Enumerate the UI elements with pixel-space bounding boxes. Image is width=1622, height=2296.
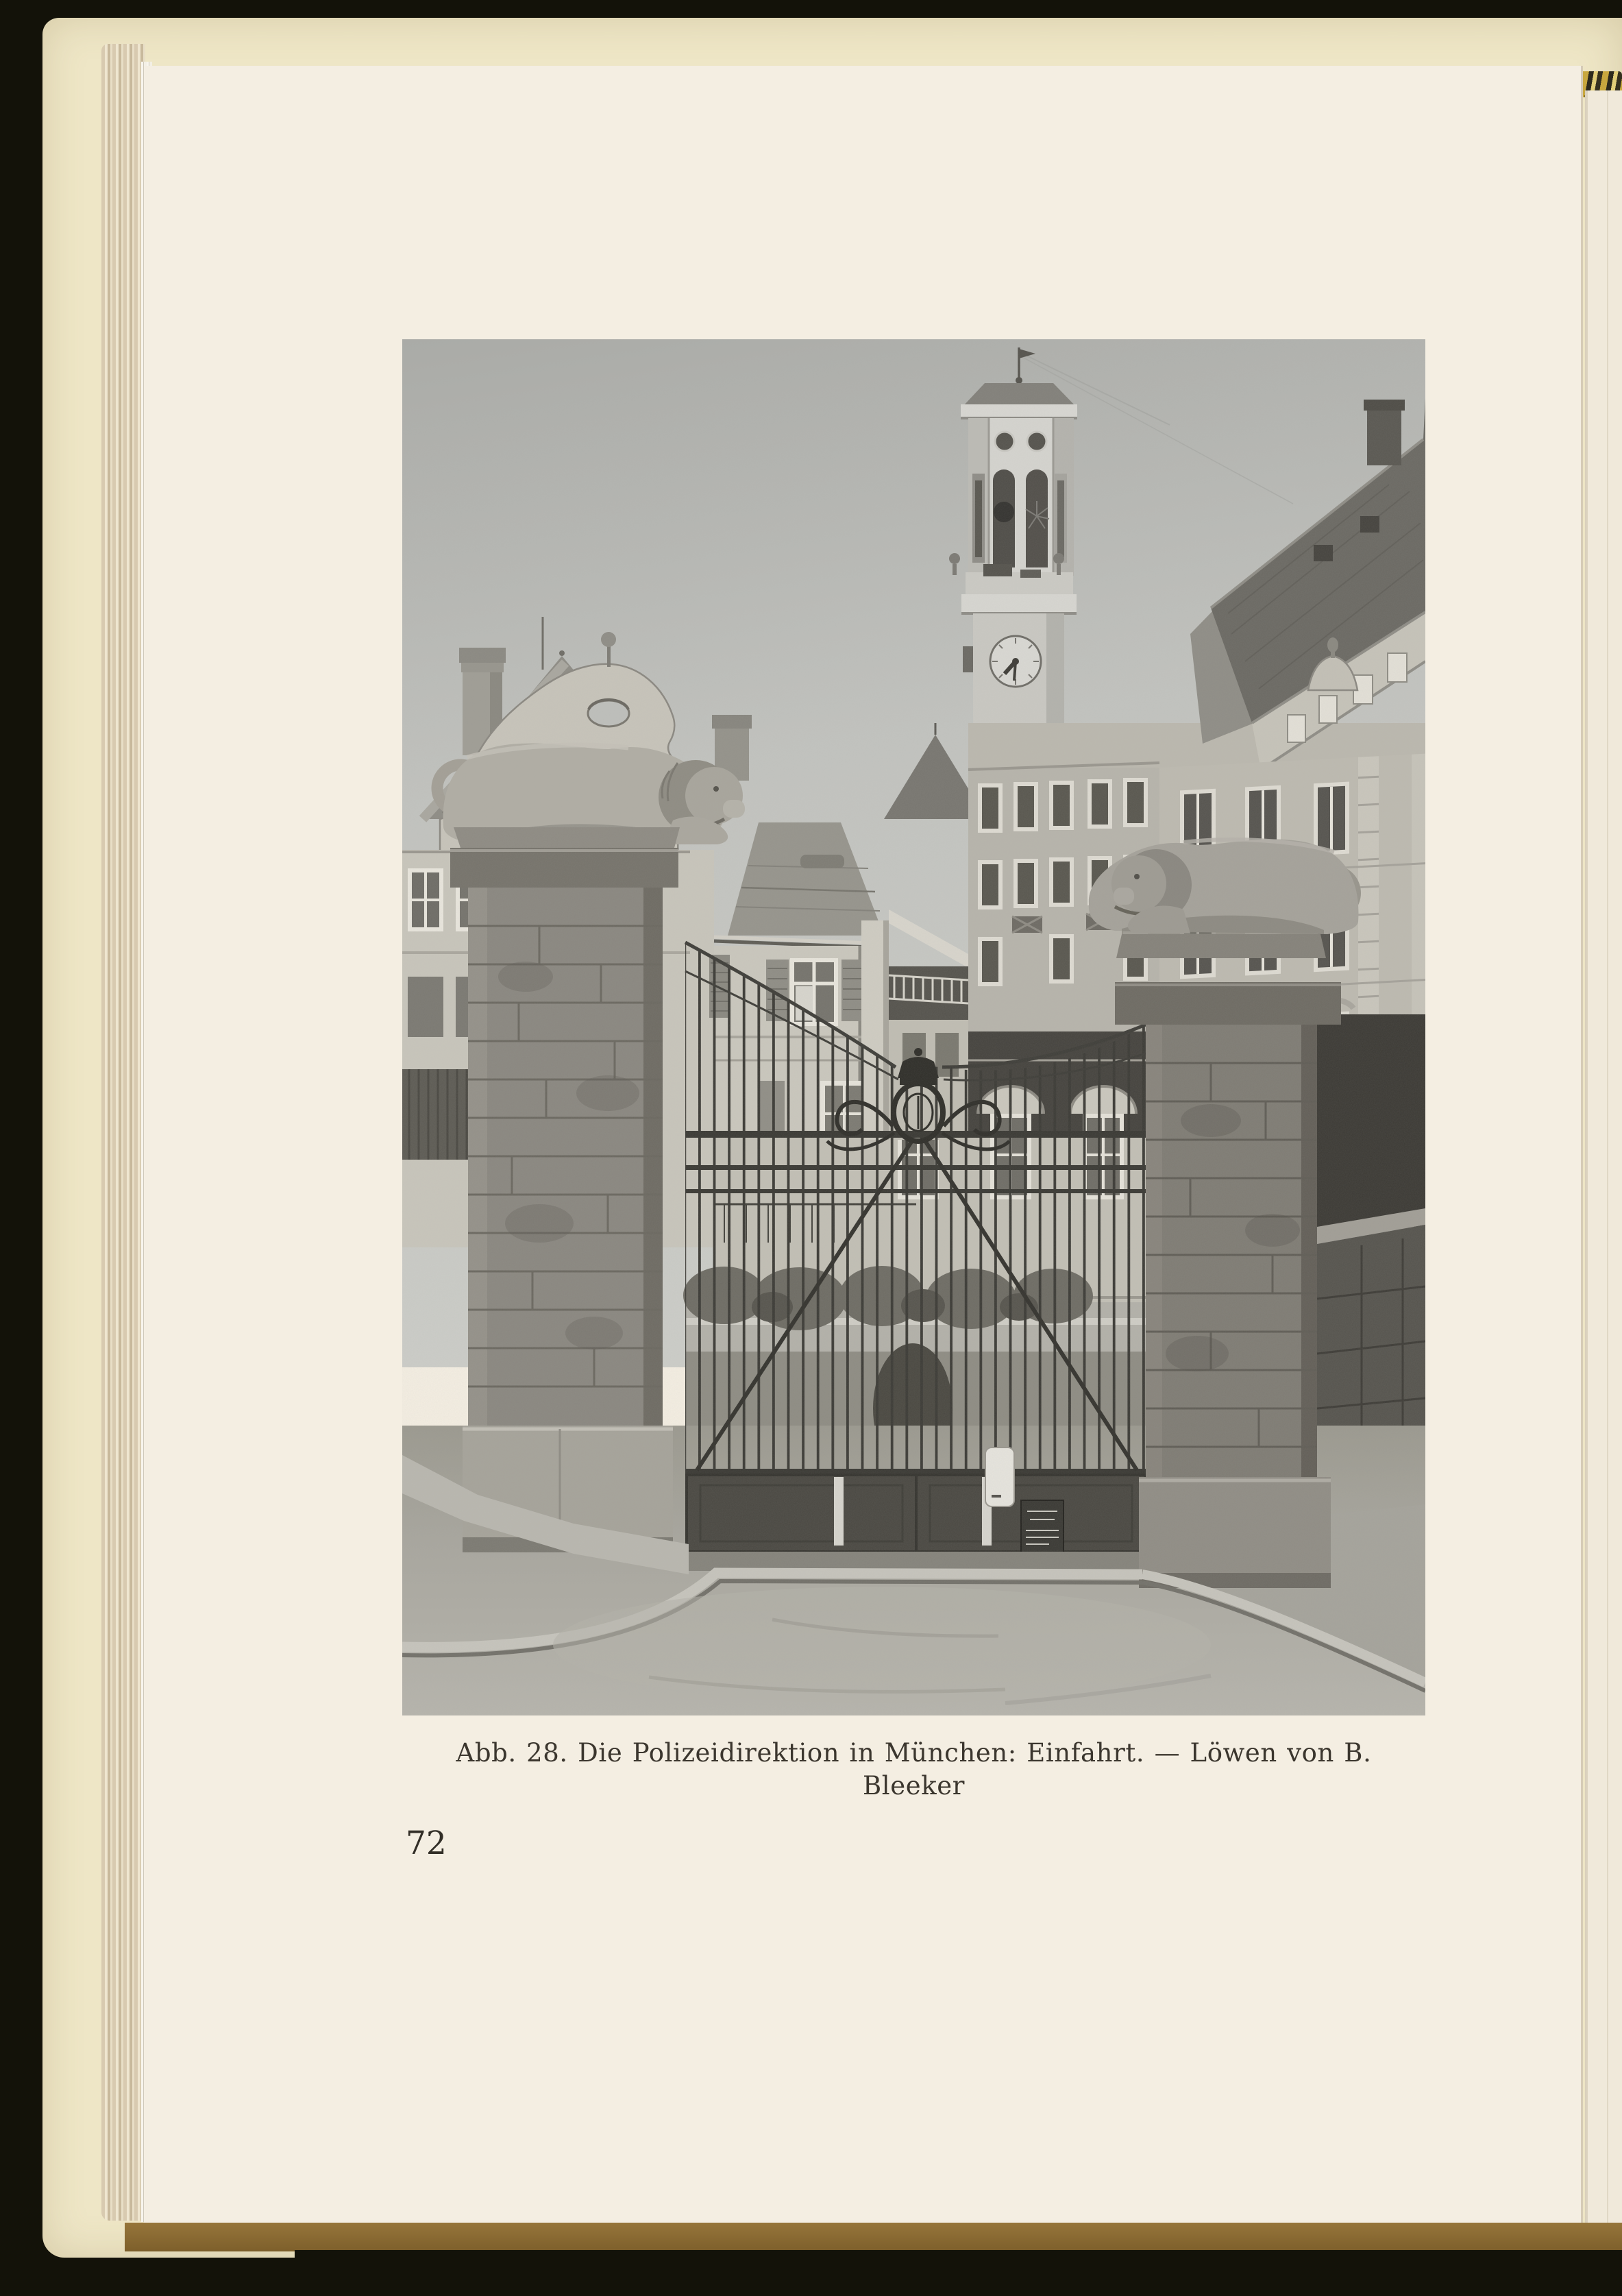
photo-scene [402,339,1425,1715]
halftone-grain [402,339,1425,1715]
cover-board-edge [125,2223,1622,2251]
fore-edge-pages [1585,90,1622,2223]
figure-caption: Abb. 28. Die Polizeidirektion in München: Einfahrt. — Löwen von B. Bleeker [456,1738,1372,1800]
photograph [402,339,1425,1715]
page-stack-edges [101,44,145,2221]
backdrop-shadow [295,2250,1622,2296]
page-number: 72 [406,1824,447,1862]
